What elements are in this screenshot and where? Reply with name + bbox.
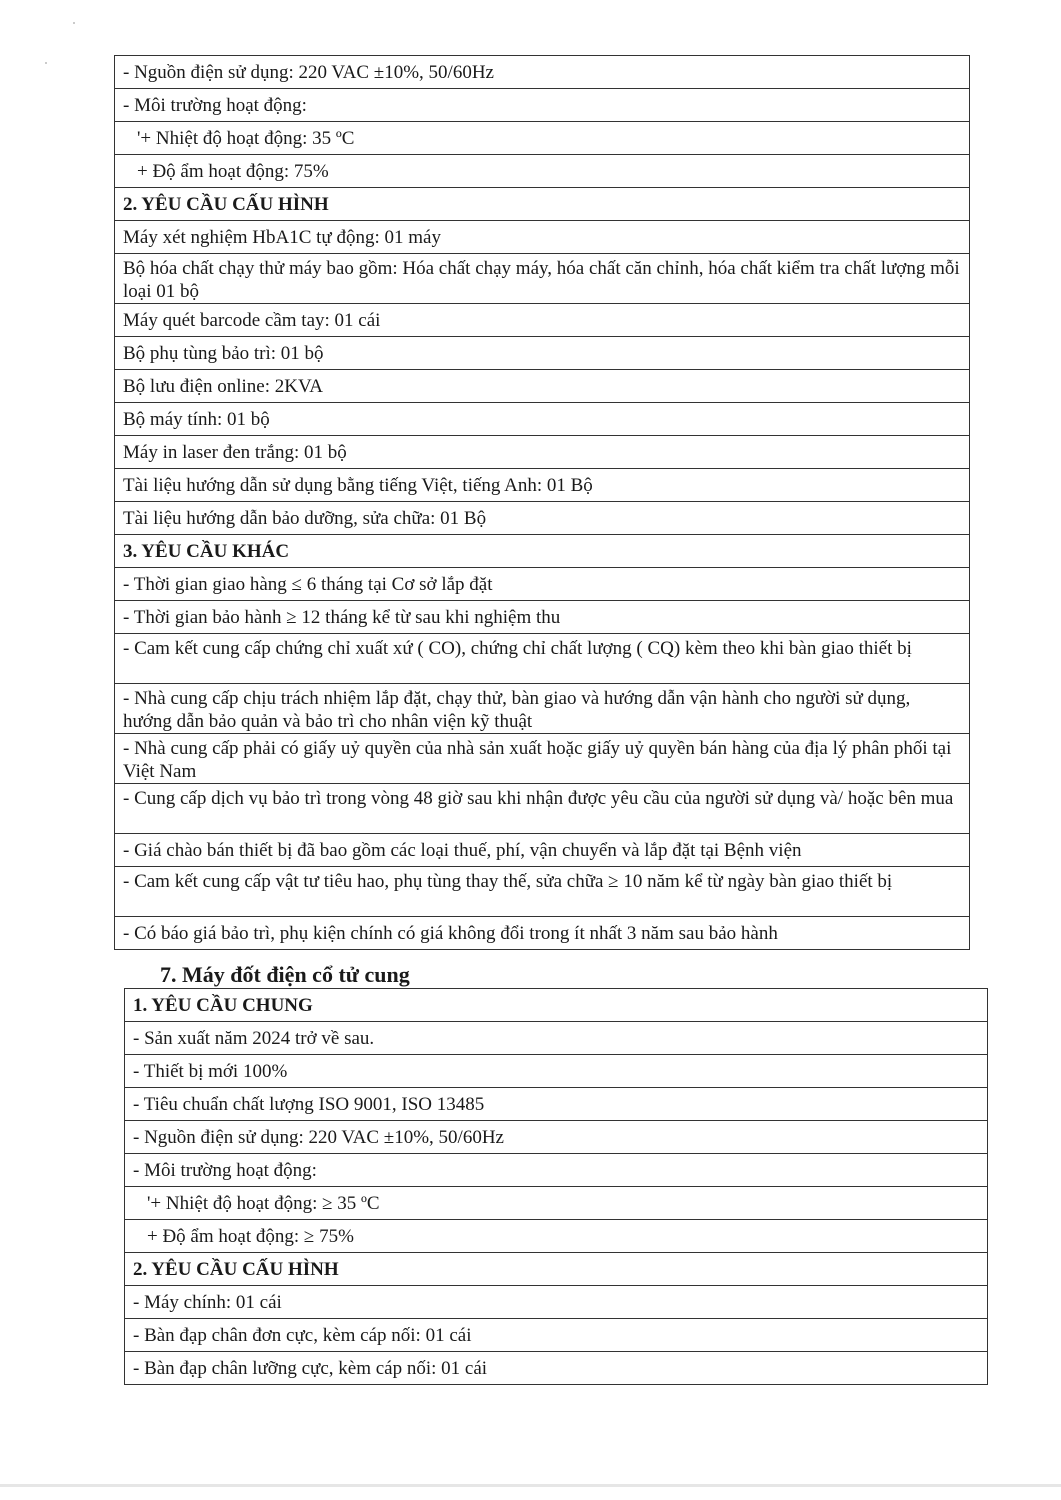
table-row: Máy xét nghiệm HbA1C tự động: 01 máy bbox=[115, 221, 969, 254]
table-row: '+ Nhiệt độ hoạt động: 35 ºC bbox=[115, 122, 969, 155]
table-row: - Bàn đạp chân đơn cực, kèm cáp nối: 01 cái bbox=[125, 1319, 987, 1352]
table-row: - Nguồn điện sử dụng: 220 VAC ±10%, 50/60Hz bbox=[115, 56, 969, 89]
section-heading-row: 2. YÊU CẦU CẤU HÌNH bbox=[125, 1253, 987, 1286]
table-row: - Sản xuất năm 2024 trở về sau. bbox=[125, 1022, 987, 1055]
table-row: - Môi trường hoạt động: bbox=[115, 89, 969, 122]
table-row: - Nhà cung cấp phải có giấy uỷ quyền của nhà sản xuất hoặc giấy uỷ quyền bán hàng của địa lý phân phối tại Việt Nam bbox=[115, 734, 969, 784]
section-heading-row: 3. YÊU CẦU KHÁC bbox=[115, 535, 969, 568]
table-row: Bộ lưu điện online: 2KVA bbox=[115, 370, 969, 403]
table-row: '+ Nhiệt độ hoạt động: ≥ 35 ºC bbox=[125, 1187, 987, 1220]
table-row: Máy quét barcode cầm tay: 01 cái bbox=[115, 304, 969, 337]
table-row: + Độ ẩm hoạt động: 75% bbox=[115, 155, 969, 188]
table-row: - Thiết bị mới 100% bbox=[125, 1055, 987, 1088]
table-row: - Có báo giá bảo trì, phụ kiện chính có giá không đổi trong ít nhất 3 năm sau bảo hành bbox=[115, 917, 969, 950]
table-row: + Độ ẩm hoạt động: ≥ 75% bbox=[125, 1220, 987, 1253]
table-row: - Cung cấp dịch vụ bảo trì trong vòng 48 giờ sau khi nhận được yêu cầu của người sử dụng và/ hoặc bên mua bbox=[115, 784, 969, 834]
section-heading-row: 1. YÊU CẦU CHUNG bbox=[125, 989, 987, 1022]
table-row: - Máy chính: 01 cái bbox=[125, 1286, 987, 1319]
table-row: - Môi trường hoạt động: bbox=[125, 1154, 987, 1187]
table-row: - Cam kết cung cấp chứng chỉ xuất xứ ( CO), chứng chỉ chất lượng ( CQ) kèm theo khi bàn giao thiết bị bbox=[115, 634, 969, 684]
spec-table-cervical-cautery bbox=[124, 988, 988, 1385]
table-row: Bộ hóa chất chạy thử máy bao gồm: Hóa chất chạy máy, hóa chất căn chỉnh, hóa chất kiểm tra chất lượng mỗi loại 01 bộ bbox=[115, 254, 969, 304]
section-title-cervical-cautery: 7. Máy đốt điện cổ tử cung bbox=[160, 962, 410, 987]
table-row: - Bàn đạp chân lưỡng cực, kèm cáp nối: 01 cái bbox=[125, 1352, 987, 1385]
table-row: Tài liệu hướng dẫn sử dụng bằng tiếng Việt, tiếng Anh: 01 Bộ bbox=[115, 469, 969, 502]
table-row: Tài liệu hướng dẫn bảo dưỡng, sửa chữa: 01 Bộ bbox=[115, 502, 969, 535]
table-row: - Nguồn điện sử dụng: 220 VAC ±10%, 50/60Hz bbox=[125, 1121, 987, 1154]
table-row: - Tiêu chuẩn chất lượng ISO 9001, ISO 13485 bbox=[125, 1088, 987, 1121]
section-heading-row: 2. YÊU CẦU CẤU HÌNH bbox=[115, 188, 969, 221]
table-row: Bộ phụ tùng bảo trì: 01 bộ bbox=[115, 337, 969, 370]
scan-speck bbox=[73, 22, 75, 24]
scan-edge-line bbox=[0, 1484, 1061, 1487]
table-row: - Thời gian bảo hành ≥ 12 tháng kể từ sau khi nghiệm thu bbox=[115, 601, 969, 634]
scan-speck bbox=[45, 62, 47, 64]
table-row: - Cam kết cung cấp vật tư tiêu hao, phụ tùng thay thế, sửa chữa ≥ 10 năm kể từ ngày bàn giao thiết bị bbox=[115, 867, 969, 917]
table-row: - Nhà cung cấp chịu trách nhiệm lắp đặt, chạy thử, bàn giao và hướng dẫn vận hành cho người sử dụng, hướng dẫn bảo quản và bảo trì cho nhân viện kỹ thuật bbox=[115, 684, 969, 734]
table-row: - Giá chào bán thiết bị đã bao gồm các loại thuế, phí, vận chuyển và lắp đặt tại Bệnh viện bbox=[115, 834, 969, 867]
table-row: Máy in laser đen trắng: 01 bộ bbox=[115, 436, 969, 469]
table-row: - Thời gian giao hàng ≤ 6 tháng tại Cơ sở lắp đặt bbox=[115, 568, 969, 601]
spec-table-hba1c bbox=[114, 55, 970, 950]
table-row: Bộ máy tính: 01 bộ bbox=[115, 403, 969, 436]
